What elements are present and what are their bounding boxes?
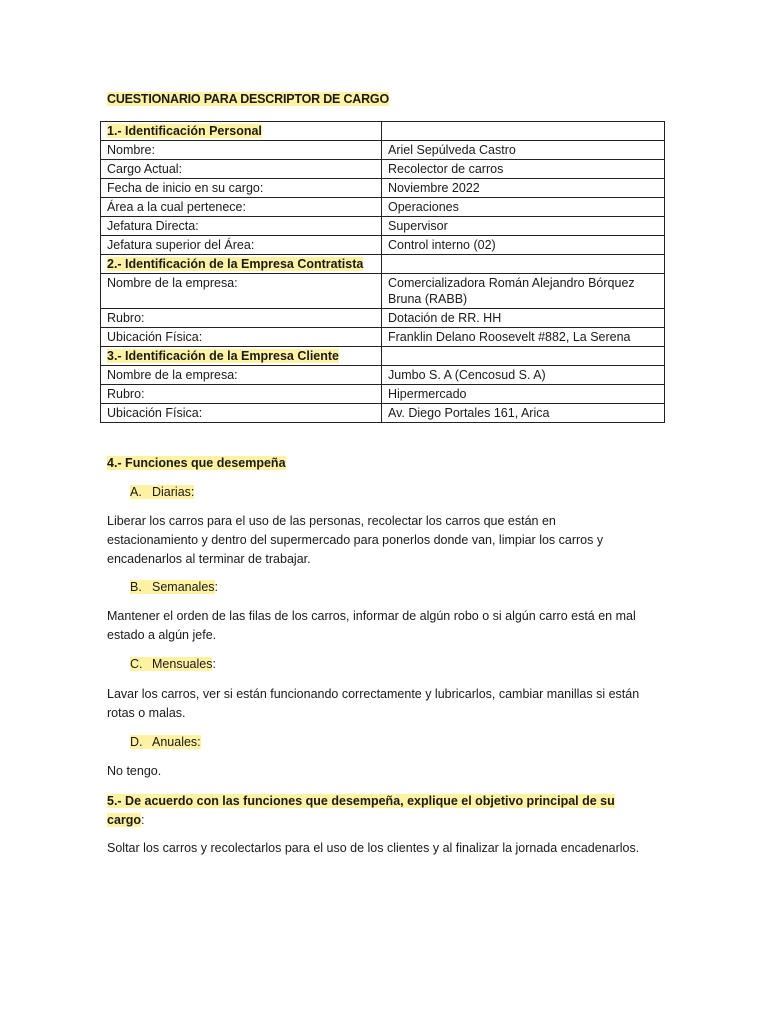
- subsection-b: B. Semanales:: [130, 580, 219, 594]
- field-label: Ubicación Física:: [107, 406, 203, 420]
- table-row: [101, 141, 665, 160]
- field-label-cell: [101, 160, 382, 179]
- field-value: Operaciones: [388, 200, 459, 214]
- table-row: [101, 160, 665, 179]
- section-label-cell: [101, 255, 382, 274]
- field-label-cell: [101, 404, 382, 423]
- section-label: 2.- Identificación de la Empresa Contratista: [107, 257, 364, 271]
- field-value: Dotación de RR. HH: [388, 311, 502, 325]
- table-row: [101, 385, 665, 404]
- table-section-row: [101, 122, 665, 141]
- table-section-row: [101, 347, 665, 366]
- field-label: Nombre de la empresa:: [107, 368, 238, 382]
- field-label: Jefatura superior del Área:: [107, 238, 255, 252]
- section-5-text: Soltar los carros y recolectarlos para el uso de los clientes y al finalizar la jornada encadenarlos.: [107, 841, 640, 855]
- field-value: Jumbo S. A (Cencosud S. A): [388, 368, 546, 382]
- field-label: Cargo Actual:: [107, 162, 183, 176]
- field-label: Área a la cual pertenece:: [107, 200, 246, 214]
- field-label-cell: [101, 198, 382, 217]
- field-label-cell: [101, 274, 382, 309]
- subsection-b-text: Mantener el orden de las filas de los carros, informar de algún robo o si algún carro está en mal estado a algún jefe.: [107, 609, 636, 642]
- field-value: Recolector de carros: [388, 162, 504, 176]
- field-value-cell: [382, 198, 665, 217]
- field-value-cell: [382, 179, 665, 198]
- section-4-heading: 4.- Funciones que desempeña: [107, 456, 286, 470]
- field-value: Control interno (02): [388, 238, 496, 252]
- field-label-cell: [101, 366, 382, 385]
- field-value-cell: [382, 309, 665, 328]
- field-value: Ariel Sepúlveda Castro: [388, 143, 516, 157]
- field-value-cell: [382, 255, 665, 274]
- section-5-heading: 5.- De acuerdo con las funciones que desempeña, explique el objetivo principal de su cargo:: [107, 794, 615, 827]
- field-label: Ubicación Física:: [107, 330, 203, 344]
- table-row: [101, 236, 665, 255]
- identification-table: [100, 121, 665, 423]
- field-value-cell: [382, 274, 665, 309]
- section-label-cell: [101, 347, 382, 366]
- subsection-a-text: Liberar los carros para el uso de las personas, recolectar los carros que están en estacionamiento y dentro del supermercado para ponerlos donde van, limpiar los carros y encadenarlos al terminar de trabajar.: [107, 514, 604, 566]
- subsection-c: C. Mensuales:: [130, 657, 216, 671]
- field-label: Jefatura Directa:: [107, 219, 199, 233]
- field-value: Hipermercado: [388, 387, 467, 401]
- field-label-cell: [101, 309, 382, 328]
- field-value: Comercializadora Román Alejandro Bórquez Bruna (RABB): [388, 276, 635, 306]
- field-value-cell: [382, 328, 665, 347]
- field-value-cell: [382, 217, 665, 236]
- field-value: Noviembre 2022: [388, 181, 480, 195]
- field-label: Rubro:: [107, 311, 145, 325]
- field-value-cell: [382, 385, 665, 404]
- subsection-c-text: Lavar los carros, ver si están funcionando correctamente y lubricarlos, cambiar manillas si están rotas o malas.: [107, 687, 640, 720]
- field-label: Nombre de la empresa:: [107, 276, 238, 290]
- identification-table-body: [101, 122, 665, 423]
- field-label-cell: [101, 236, 382, 255]
- table-section-row: [101, 255, 665, 274]
- table-row: [101, 217, 665, 236]
- field-label-cell: [101, 179, 382, 198]
- field-label: Fecha de inicio en su cargo:: [107, 181, 264, 195]
- field-value-cell: [382, 160, 665, 179]
- field-label-cell: [101, 385, 382, 404]
- field-value-cell: [382, 122, 665, 141]
- table-row: [101, 404, 665, 423]
- table-row: [101, 274, 665, 309]
- table-row: [101, 366, 665, 385]
- field-label-cell: [101, 141, 382, 160]
- field-value: Supervisor: [388, 219, 448, 233]
- section-label: 1.- Identificación Personal: [107, 124, 262, 138]
- field-value-cell: [382, 366, 665, 385]
- field-label-cell: [101, 217, 382, 236]
- field-value: Franklin Delano Roosevelt #882, La Serena: [388, 330, 631, 344]
- section-label: 3.- Identificación de la Empresa Cliente: [107, 349, 340, 363]
- field-value-cell: [382, 236, 665, 255]
- field-label-cell: [101, 328, 382, 347]
- field-value-cell: [382, 404, 665, 423]
- section-label-cell: [101, 122, 382, 141]
- table-row: [101, 198, 665, 217]
- field-value: Av. Diego Portales 161, Arica: [388, 406, 550, 420]
- field-label: Nombre:: [107, 143, 155, 157]
- table-row: [101, 309, 665, 328]
- field-label: Rubro:: [107, 387, 145, 401]
- field-value-cell: [382, 141, 665, 160]
- table-row: [101, 179, 665, 198]
- subsection-d-text: No tengo.: [107, 764, 162, 778]
- table-row: [101, 328, 665, 347]
- subsection-d: D. Anuales:: [130, 735, 201, 749]
- field-value-cell: [382, 347, 665, 366]
- subsection-a: A. Diarias:: [130, 485, 195, 499]
- document-title: CUESTIONARIO PARA DESCRIPTOR DE CARGO: [107, 92, 389, 106]
